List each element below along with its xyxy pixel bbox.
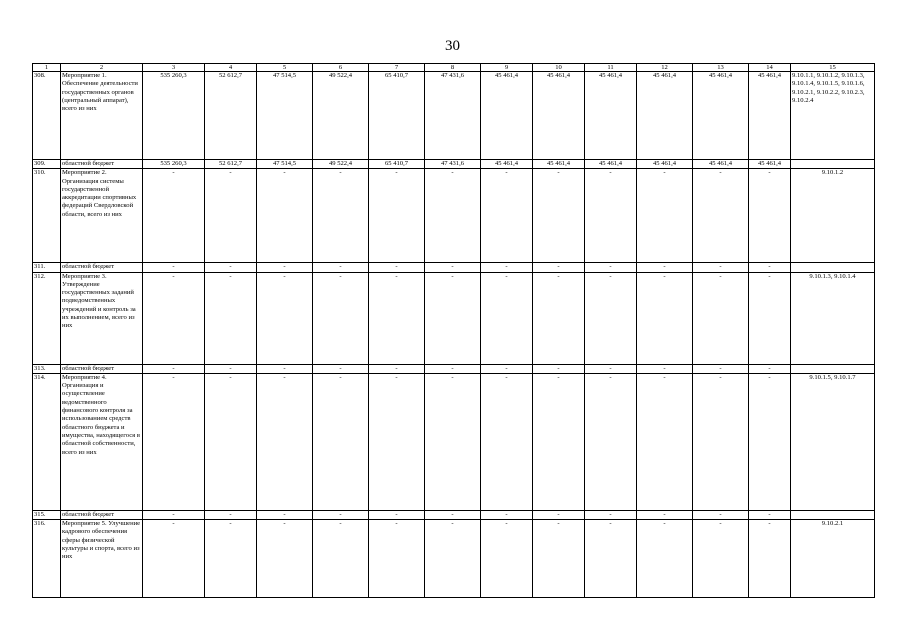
value-cell: - xyxy=(637,263,693,272)
value-cell: - xyxy=(143,272,205,364)
target-indicators xyxy=(791,160,875,169)
value-cell: 45 461,4 xyxy=(585,72,637,160)
value-cell: - xyxy=(257,373,313,510)
value-cell: - xyxy=(257,364,313,373)
target-indicators: 9.10.2.1 xyxy=(791,520,875,598)
value-cell: - xyxy=(533,520,585,598)
target-indicators xyxy=(791,263,875,272)
value-cell: - xyxy=(693,373,749,510)
value-cell: - xyxy=(425,272,481,364)
value-cell: - xyxy=(143,373,205,510)
target-indicators xyxy=(791,364,875,373)
row-number: 310. xyxy=(33,169,61,263)
target-indicators: 9.10.1.1, 9.10.1.2, 9.10.1.3, 9.10.1.4, 9.10.1.5, 9.10.1.6, 9.10.2.1, 9.10.2.2, 9.10.2.3, 9.10.2.4 xyxy=(791,72,875,160)
value-cell: - xyxy=(481,169,533,263)
value-cell: - xyxy=(749,510,791,519)
column-header: 11 xyxy=(585,64,637,72)
row-number: 309. xyxy=(33,160,61,169)
value-cell: - xyxy=(693,272,749,364)
activity-name: Мероприятие 1. Обеспечение деятельности государственных органов (центральный аппарат), всего из них xyxy=(61,72,143,160)
row-number: 316. xyxy=(33,520,61,598)
value-cell: - xyxy=(143,510,205,519)
table-row xyxy=(33,72,875,160)
value-cell: - xyxy=(425,373,481,510)
value-cell: 45 461,4 xyxy=(533,72,585,160)
value-cell: 45 461,4 xyxy=(693,72,749,160)
value-cell: 45 461,4 xyxy=(749,160,791,169)
value-cell: - xyxy=(637,364,693,373)
value-cell: - xyxy=(425,364,481,373)
row-number: 314. xyxy=(33,373,61,510)
value-cell: - xyxy=(481,263,533,272)
value-cell: - xyxy=(533,510,585,519)
value-cell: - xyxy=(369,373,425,510)
value-cell: - xyxy=(143,364,205,373)
column-header: 8 xyxy=(425,64,481,72)
table-row xyxy=(33,272,875,364)
column-header: 14 xyxy=(749,64,791,72)
row-number: 311. xyxy=(33,263,61,272)
value-cell: - xyxy=(693,263,749,272)
activity-name: областной бюджет xyxy=(61,263,143,272)
value-cell: - xyxy=(205,263,257,272)
header-row xyxy=(33,64,875,72)
value-cell: - xyxy=(481,373,533,510)
target-indicators: 9.10.1.2 xyxy=(791,169,875,263)
value-cell: - xyxy=(425,263,481,272)
value-cell: - xyxy=(637,520,693,598)
value-cell: - xyxy=(693,510,749,519)
value-cell: - xyxy=(257,272,313,364)
value-cell: - xyxy=(637,510,693,519)
column-header: 7 xyxy=(369,64,425,72)
column-header: 10 xyxy=(533,64,585,72)
value-cell: 49 522,4 xyxy=(313,72,369,160)
value-cell: - xyxy=(369,520,425,598)
value-cell: 47 431,6 xyxy=(425,160,481,169)
value-cell: 535 260,3 xyxy=(143,160,205,169)
value-cell: - xyxy=(585,373,637,510)
value-cell: - xyxy=(257,263,313,272)
value-cell: - xyxy=(369,364,425,373)
activity-name: областной бюджет xyxy=(61,510,143,519)
value-cell: - xyxy=(533,272,585,364)
table-row xyxy=(33,160,875,169)
value-cell: - xyxy=(749,263,791,272)
value-cell: - xyxy=(143,520,205,598)
value-cell: 45 461,4 xyxy=(481,160,533,169)
value-cell: 65 410,7 xyxy=(369,160,425,169)
table-body xyxy=(33,72,875,598)
activity-name: областной бюджет xyxy=(61,364,143,373)
value-cell: - xyxy=(585,520,637,598)
column-header: 4 xyxy=(205,64,257,72)
value-cell: 47 514,5 xyxy=(257,72,313,160)
value-cell: - xyxy=(205,272,257,364)
target-indicators xyxy=(791,510,875,519)
value-cell: - xyxy=(313,169,369,263)
value-cell: - xyxy=(257,520,313,598)
value-cell: - xyxy=(637,373,693,510)
value-cell: - xyxy=(425,169,481,263)
value-cell: - xyxy=(585,169,637,263)
value-cell: - xyxy=(749,364,791,373)
value-cell: 49 522,4 xyxy=(313,160,369,169)
value-cell: - xyxy=(205,510,257,519)
table-row xyxy=(33,263,875,272)
value-cell: - xyxy=(143,169,205,263)
value-cell: - xyxy=(637,272,693,364)
value-cell: - xyxy=(425,510,481,519)
value-cell: - xyxy=(313,364,369,373)
activity-name: Мероприятие 2. Организация системы государственной аккредитации спортивных федераций Свердловской области, всего из них xyxy=(61,169,143,263)
target-indicators: 9.10.1.3, 9.10.1.4 xyxy=(791,272,875,364)
table-row xyxy=(33,169,875,263)
value-cell: - xyxy=(369,272,425,364)
value-cell: - xyxy=(257,169,313,263)
value-cell: - xyxy=(693,520,749,598)
value-cell: 45 461,4 xyxy=(749,72,791,160)
column-header: 1 xyxy=(33,64,61,72)
value-cell: - xyxy=(369,263,425,272)
value-cell: 45 461,4 xyxy=(693,160,749,169)
value-cell: - xyxy=(533,364,585,373)
column-header: 13 xyxy=(693,64,749,72)
value-cell: 45 461,4 xyxy=(637,160,693,169)
value-cell: 52 612,7 xyxy=(205,72,257,160)
value-cell: - xyxy=(749,373,791,510)
activity-name: Мероприятие 5. Улучшение кадрового обеспечения сферы физической культуры и спорта, всего из них xyxy=(61,520,143,598)
value-cell: - xyxy=(481,510,533,519)
value-cell: 535 260,3 xyxy=(143,72,205,160)
value-cell: - xyxy=(369,510,425,519)
value-cell: - xyxy=(693,169,749,263)
activity-name: Мероприятие 3. Утверждение государственных заданий подведомственных учреждений и контроль за их выполнением, всего из них xyxy=(61,272,143,364)
column-header: 5 xyxy=(257,64,313,72)
value-cell: 65 410,7 xyxy=(369,72,425,160)
column-header: 6 xyxy=(313,64,369,72)
value-cell: - xyxy=(313,373,369,510)
value-cell: - xyxy=(313,510,369,519)
value-cell: - xyxy=(257,510,313,519)
value-cell: - xyxy=(585,510,637,519)
value-cell: - xyxy=(143,263,205,272)
value-cell: - xyxy=(313,263,369,272)
value-cell: 45 461,4 xyxy=(585,160,637,169)
target-indicators: 9.10.1.5, 9.10.1.7 xyxy=(791,373,875,510)
value-cell: - xyxy=(313,272,369,364)
value-cell: - xyxy=(369,169,425,263)
value-cell: - xyxy=(585,272,637,364)
value-cell: - xyxy=(585,364,637,373)
value-cell: - xyxy=(205,169,257,263)
table-row xyxy=(33,364,875,373)
value-cell: - xyxy=(425,520,481,598)
value-cell: 52 612,7 xyxy=(205,160,257,169)
value-cell: - xyxy=(533,263,585,272)
value-cell: 47 431,6 xyxy=(425,72,481,160)
value-cell: - xyxy=(481,520,533,598)
value-cell: - xyxy=(533,169,585,263)
row-number: 313. xyxy=(33,364,61,373)
value-cell: - xyxy=(481,272,533,364)
row-number: 315. xyxy=(33,510,61,519)
column-header: 9 xyxy=(481,64,533,72)
value-cell: - xyxy=(749,272,791,364)
value-cell: - xyxy=(205,520,257,598)
value-cell: - xyxy=(749,169,791,263)
column-header: 2 xyxy=(61,64,143,72)
value-cell: - xyxy=(637,169,693,263)
column-header: 3 xyxy=(143,64,205,72)
table-row xyxy=(33,520,875,598)
value-cell: - xyxy=(749,520,791,598)
column-header: 12 xyxy=(637,64,693,72)
budget-table xyxy=(32,63,875,598)
value-cell: - xyxy=(205,373,257,510)
column-header: 15 xyxy=(791,64,875,72)
value-cell: - xyxy=(481,364,533,373)
value-cell: 47 514,5 xyxy=(257,160,313,169)
row-number: 312. xyxy=(33,272,61,364)
table-row xyxy=(33,510,875,519)
page-number: 30 xyxy=(445,38,460,54)
table-row xyxy=(33,373,875,510)
value-cell: 45 461,4 xyxy=(637,72,693,160)
value-cell: - xyxy=(693,364,749,373)
value-cell: - xyxy=(533,373,585,510)
value-cell: - xyxy=(585,263,637,272)
row-number: 308. xyxy=(33,72,61,160)
activity-name: Мероприятие 4. Организация и осуществление ведомственного финансового контроля за использованием средств областного бюджета и имущества, находящегося в областной собственности, всего из них xyxy=(61,373,143,510)
activity-name: областной бюджет xyxy=(61,160,143,169)
value-cell: - xyxy=(205,364,257,373)
value-cell: 45 461,4 xyxy=(481,72,533,160)
value-cell: - xyxy=(313,520,369,598)
value-cell: 45 461,4 xyxy=(533,160,585,169)
